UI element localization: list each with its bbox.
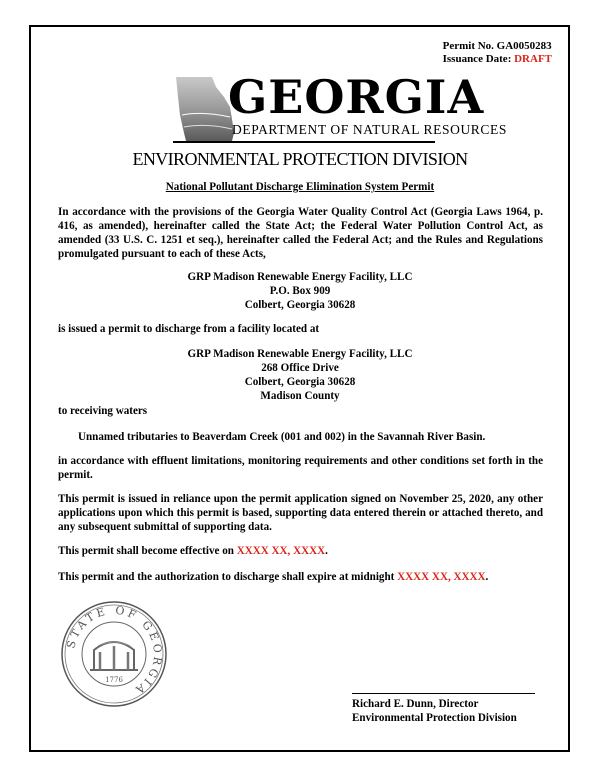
intro-paragraph: In accordance with the provisions of the Georgia Water Quality Control Act (Georgia Laws 1964, p. 416, as amended), hereinafter called the State Act; the Federal Water Pollution Control Act, as amended (33 U.S. C. 1251 et seq.), hereinafter called the Federal Act; and the Rules and Regulations promulgated pursuant to each of these Acts, bbox=[58, 206, 543, 260]
facility-address: 268 Office Drive bbox=[261, 362, 339, 374]
permittee-block bbox=[0, 270, 600, 312]
permit-heading: National Pollutant Discharge Elimination System Permit bbox=[165, 181, 435, 193]
accordance-paragraph: in accordance with effluent limitations, monitoring requirements and other conditions set forth in the permit. bbox=[58, 455, 543, 481]
logo-subtitle: DEPARTMENT OF NATURAL RESOURCES bbox=[232, 122, 507, 137]
receiving-waters: Unnamed tributaries to Beaverdam Creek (001 and 002) in the Savannah River Basin. bbox=[78, 431, 486, 443]
receiving-label: to receiving waters bbox=[58, 405, 148, 417]
seal-year: 1776 bbox=[105, 676, 123, 684]
signature-block bbox=[352, 697, 517, 725]
facility-name: GRP Madison Renewable Energy Facility, LLC bbox=[187, 348, 413, 360]
issuance-draft: DRAFT bbox=[514, 53, 552, 65]
facility-city: Colbert, Georgia 30628 bbox=[244, 376, 356, 388]
logo-divider bbox=[173, 141, 435, 143]
issued-text: is issued a permit to discharge from a facility located at bbox=[58, 323, 320, 335]
expiration-date-value: XXXX XX, XXXX bbox=[397, 571, 486, 583]
reliance-paragraph: This permit is issued in reliance upon the permit application signed on November 25, 2020, any other applications upon which this permit is based, supporting data entered therein or attached thereto, and any subsequent submittal of supporting data. bbox=[58, 493, 543, 533]
georgia-state-map-icon bbox=[172, 75, 236, 143]
permittee-city: Colbert, Georgia 30628 bbox=[244, 299, 356, 311]
issuance-date: Issuance Date: DRAFT bbox=[442, 53, 552, 65]
expiration-line: This permit and the authorization to discharge shall expire at midnight XXXX XX, XXXX. bbox=[58, 571, 489, 583]
division-name: ENVIRONMENTAL PROTECTION DIVISION bbox=[132, 149, 468, 169]
signature-line bbox=[352, 693, 535, 694]
facility-county: Madison County bbox=[260, 390, 340, 402]
permittee-name: GRP Madison Renewable Energy Facility, LLC bbox=[187, 271, 413, 283]
permittee-address: P.O. Box 909 bbox=[269, 285, 331, 297]
signer-title: Environmental Protection Division bbox=[352, 712, 517, 724]
permit-header bbox=[443, 40, 552, 66]
seal-ring-text: STATE OF GEORGIA bbox=[64, 603, 165, 698]
effective-date-value: XXXX XX, XXXX bbox=[236, 545, 326, 557]
facility-block bbox=[0, 347, 600, 403]
logo-title: GEORGIA bbox=[228, 70, 485, 124]
permit-number: Permit No. GA0050283 bbox=[442, 40, 552, 52]
signer-name: Richard E. Dunn, Director bbox=[352, 698, 479, 710]
effective-date-line: This permit shall become effective on XXXX XX, XXXX. bbox=[58, 545, 328, 557]
state-seal-icon bbox=[60, 600, 168, 708]
